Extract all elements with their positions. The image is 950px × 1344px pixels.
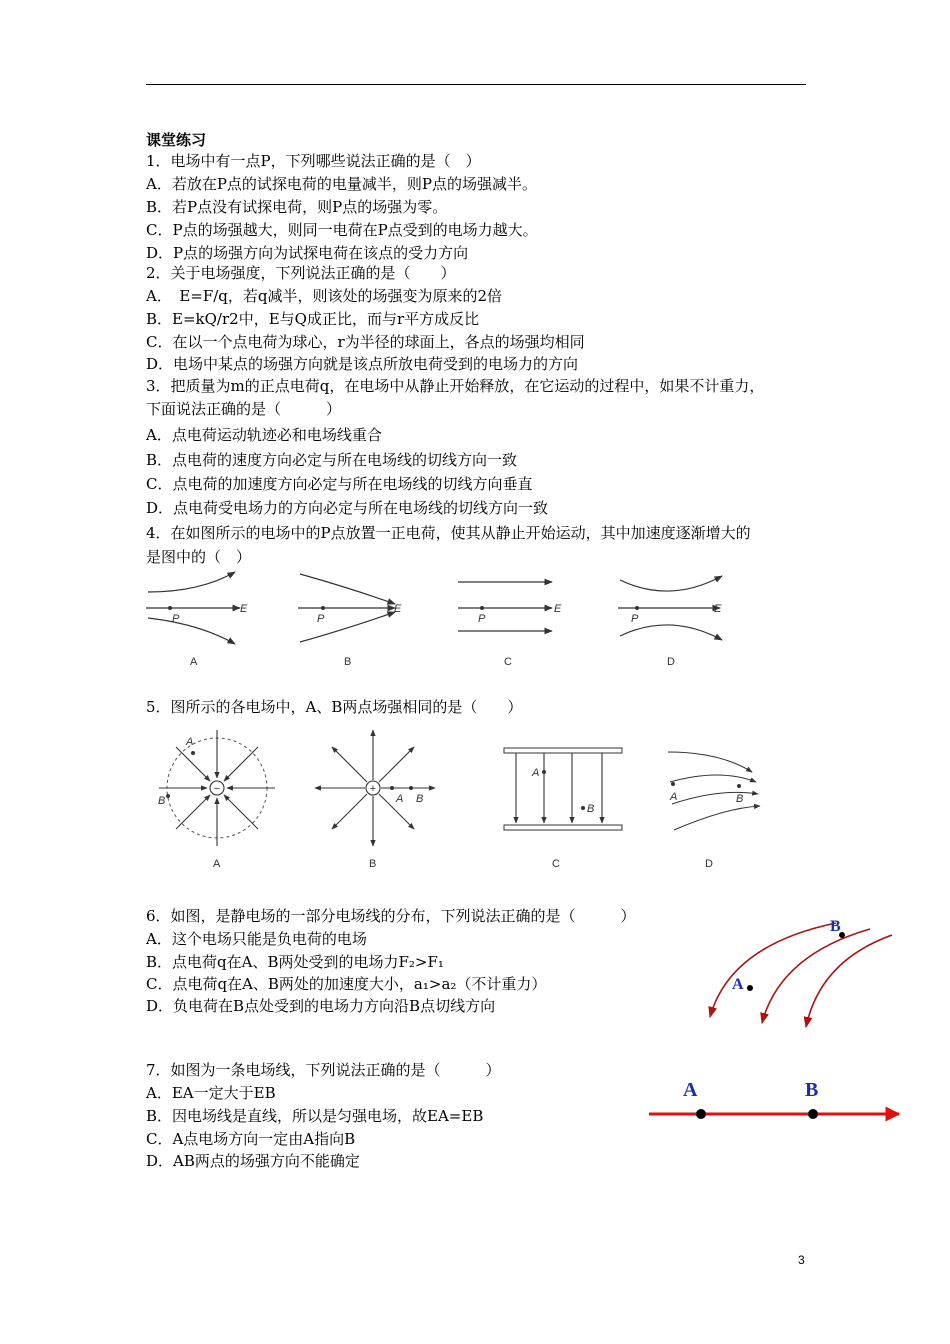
section-title: 课堂练习 [146,131,207,149]
q5-caption-d: D [705,858,713,870]
q3-stem-line1: 3．把质量为m的正点电荷q，在电场中从静止开始释放，在它运动的过程中，如果不计重力， [146,377,765,395]
q6-stem: 6．如图，是静电场的一部分电场线的分布，下列说法正确的是（ ） [146,907,636,925]
q4-caption-c: C [504,656,512,668]
q4-a-e-label: E [240,603,248,615]
q4-field-figures [140,568,740,670]
q2-option-a: A． E=F/q，若q减半，则该处的场强变为原来的2倍 [146,287,503,305]
q7-point-a: A [683,1079,698,1101]
q4-figure-c [458,582,562,668]
q5-a-neg-sign: − [213,783,221,795]
q4-stem-line1: 4．在如图所示的电场中的P点放置一正电荷，使其从静止开始运动，其中加速度逐渐增大的 [146,524,751,542]
q4-figure-d [618,576,722,668]
q5-figure-a [158,730,275,870]
q1-option-b: B．若P点没有试探电荷，则P点的场强为零。 [146,198,448,216]
q4-b-e-label: E [394,603,402,615]
q5-b-point-a: A [396,793,404,805]
q3-stem-line2: 下面说法正确的是（ ） [146,400,342,418]
q7-option-c: C．A点电场方向一定由A指向B [146,1130,356,1148]
q4-d-point [635,606,639,610]
q5-caption-a: A [213,858,221,870]
q7-field-line-figure [645,1070,907,1130]
q4-c-point [480,606,484,610]
q4-b-point [321,606,325,610]
q7-stem: 7．如图为一条电场线，下列说法正确的是（ ） [146,1061,501,1079]
q1-option-a: A．若放在P点的试探电荷的电量减半，则P点的场强减半。 [146,175,538,193]
q7-option-a: A．EA一定大于EB [146,1084,276,1102]
q4-d-p-label: P [631,613,639,625]
q7-point-b-dot [808,1109,818,1119]
q1-option-d: D．P点的场强方向为试探电荷在该点的受力方向 [146,244,469,262]
q1-stem: 1．电场中有一点P，下列哪些说法正确的是（ ） [146,152,481,170]
q2-option-d: D．电场中某点的场强方向就是该点所放电荷受到的电场力的方向 [146,355,579,373]
q6-option-c: C．点电荷q在A、B两处的加速度大小，a₁>a₂（不计重力） [146,975,547,993]
q5-stem: 5．图所示的各电场中，A、B两点场强相同的是（ ） [146,698,523,716]
q5-caption-b: B [369,858,377,870]
q4-a-point [168,606,172,610]
q4-d-e-label: E [714,603,722,615]
q4-caption-a: A [190,656,198,668]
q5-figure-d [668,752,760,870]
q2-option-c: C．在以一个点电荷为球心，r为半径的球面上，各点的场强均相同 [146,333,585,351]
q5-b-pos-sign: + [369,783,377,795]
q5-caption-c: C [552,858,560,870]
q6-point-a-dot [747,985,753,991]
q4-b-p-label: P [317,613,325,625]
q3-option-c: C．点电荷的加速度方向必定与所在电场线的切线方向垂直 [146,475,533,493]
q5-d-point-a: A [670,791,678,803]
q6-point-b: B [830,918,841,935]
q5-a-point-b: B [158,795,166,807]
q6-option-d: D．负电荷在B点处受到的电场力方向沿B点切线方向 [146,997,496,1015]
q4-figure-a [146,572,248,668]
page-number: 3 [798,1253,805,1267]
q7-option-d: D．AB两点的场强方向不能确定 [146,1152,360,1170]
q4-a-p-label: P [172,613,180,625]
q1-option-c: C．P点的场强越大，则同一电荷在P点受到的电场力越大。 [146,221,538,239]
q5-figure-b [315,730,435,870]
q4-stem-line2: 是图中的（ ） [146,548,252,566]
q5-figure-c [504,748,622,870]
q4-c-e-label: E [554,603,562,615]
q5-c-point-a: A [532,767,540,779]
q7-point-a-dot [696,1109,706,1119]
q5-a-point-a: A [186,736,194,748]
q4-figure-b [298,574,402,668]
q4-c-p-label: P [478,613,486,625]
q7-option-b: B．因电场线是直线，所以是匀强电场，故EA=EB [146,1107,484,1125]
q6-option-a: A．这个电场只能是负电荷的电场 [146,930,367,948]
header-rule [146,84,806,85]
q2-stem: 2．关于电场强度，下列说法正确的是（ ） [146,264,456,282]
q6-field-figure [690,905,900,1035]
q6-point-a: A [732,976,744,993]
q6-option-b: B．点电荷q在A、B两处受到的电场力F₂>F₁ [146,953,444,971]
q5-b-point-b: B [416,793,424,805]
q7-point-b: B [805,1079,819,1101]
q5-d-point-b: B [736,793,744,805]
q3-option-d: D．点电荷受电场力的方向必定与所在电场线的切线方向一致 [146,499,549,517]
q3-option-a: A．点电荷运动轨迹必和电场线重合 [146,426,382,444]
q5-c-point-b: B [587,803,595,815]
q2-option-b: B．E=kQ/r2中，E与Q成正比，而与r平方成反比 [146,310,480,328]
q5-field-figures [140,722,780,872]
q3-option-b: B．点电荷的速度方向必定与所在电场线的切线方向一致 [146,451,518,469]
q4-caption-b: B [344,656,352,668]
q4-caption-d: D [667,656,675,668]
